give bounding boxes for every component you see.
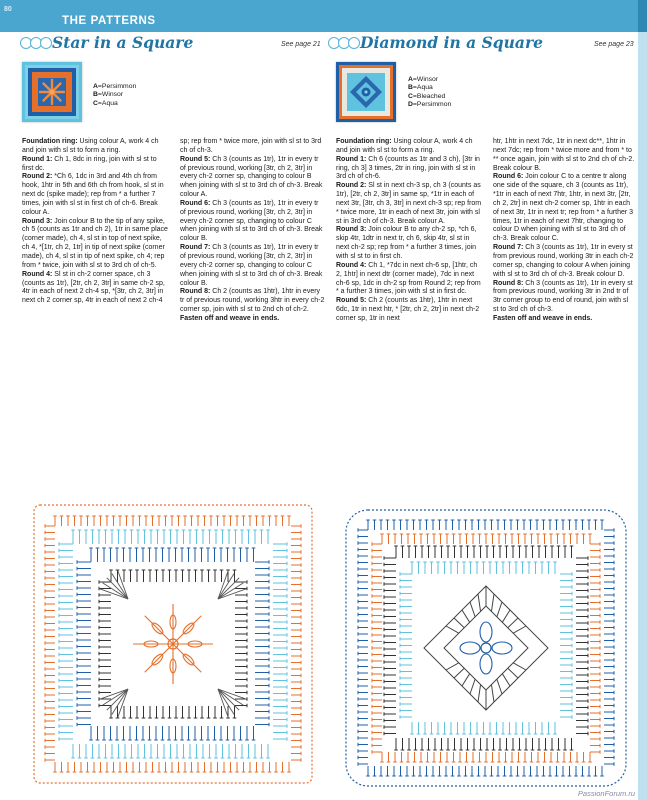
pattern-title: Star in a Square <box>52 33 194 52</box>
pattern-header-star <box>20 33 325 55</box>
round-label: Fasten off and weave in ends. <box>180 314 280 322</box>
round-text: Sl st in next ch-3 sp, ch 3 (counts as 1tr), [2tr, ch 2, 3tr] in same sp, *1tr in each of next 3tr, [3tr, ch 3, 3tr] in next ch-3 sp; rep from * twice more, 1tr in each of next 3tr, join with sl st in 3rd ch of ch-3. Break colour A. <box>336 182 482 225</box>
round-label: Round 6: <box>493 173 524 181</box>
instruction-paragraph <box>336 226 482 261</box>
round-text: Ch 3 (counts as 1tr), 1tr in every tr of previous round, working [3tr, ch 2, 3tr] in every ch-2 corner sp, changing to colour C when joining with sl st to 3rd ch of ch-3. Break colour B. <box>180 199 323 243</box>
center-petals <box>460 622 512 674</box>
pattern-title: Diamond in a Square <box>360 33 543 52</box>
round-label: Round 3: <box>336 226 367 234</box>
instruction-paragraph <box>180 200 326 244</box>
round-label: Round 8: <box>493 279 524 287</box>
round-text: Ch 1, *7dc in next ch-6 sp, [1htr, ch 2, 1htr] in next dtr (corner made), 7dc in next ch-6 sp, 1dc in ch-2 sp from Round 2; rep from * a further 3 times, join with sl st in first dc. <box>336 261 481 296</box>
round-text: Ch 3 (counts as 1tr), 1tr in every tr of previous round, working [3tr, ch 2, 3tr] in every ch-2 corner sp, changing to colour C when joining with sl st to 3rd ch of ch-3. Break colour B. <box>180 244 323 287</box>
instruction-paragraph <box>336 138 482 156</box>
round-text: Ch 3 (counts as 1tr), 1tr in every st from previous round, working 3tr in each ch-2 corner sp, changing to colour A when joining with sl st to 3rd ch of ch-3. Break colour D. <box>493 244 634 278</box>
round-label: Round 5: <box>336 297 367 305</box>
page-edge-strip <box>638 0 647 800</box>
star-square-swatch-image <box>22 62 82 122</box>
instruction-paragraph <box>493 173 635 244</box>
round-text: sp; rep from * twice more, join with sl st to 3rd ch of ch-3. <box>180 138 322 154</box>
page-number: 80 <box>4 6 12 13</box>
instruction-paragraph <box>22 271 168 306</box>
instruction-paragraph <box>336 297 482 324</box>
magic-ring <box>481 643 491 653</box>
instruction-paragraph <box>22 173 168 217</box>
legend-item: B=Aqua <box>408 84 433 92</box>
round-text: Join colour B to the tip of any spike, ch 5 (counts as 1tr and ch 2), 1tr in same place (corner made), ch 4, sl st in top of next spike, ch 4, *[1tr, ch 2, 1tr] in tip of next spike (corner made), ch 4, sl st in tip of next spike, ch 4; rep from * twice, join with sl st to 3rd ch of ch-5. <box>22 217 168 269</box>
instruction-paragraph <box>336 156 482 183</box>
corner-fan <box>218 689 246 717</box>
diamond-square-swatch-image <box>336 62 396 122</box>
round-text: Sl st in ch-2 corner space, ch 3 (counts as 1tr), [2tr, ch 2, 3tr] in same ch-2 sp, 4tr in each of next 2 ch-4 sp, *[3tr, ch 2, 3tr] in next ch 2 corner sp, 4tr in each of next 2 ch-4 <box>22 270 165 305</box>
instruction-paragraph <box>22 138 168 156</box>
chain-border <box>346 510 626 786</box>
instruction-paragraph <box>180 138 326 156</box>
round-label: Round 1: <box>336 155 367 163</box>
round-label: Round 6: <box>180 199 211 207</box>
stitch-ring <box>358 520 614 776</box>
diamond-square-crochet-chart <box>340 504 632 792</box>
legend-item: D=Persimmon <box>408 101 452 109</box>
instruction-paragraph <box>493 244 635 279</box>
instructions-column <box>180 138 326 324</box>
legend-item: B=Winsor <box>93 91 124 99</box>
instruction-paragraph <box>493 138 635 173</box>
round-label: Round 2: <box>22 173 53 181</box>
instruction-paragraph <box>336 182 482 226</box>
legend-item: A=Persimmon <box>93 83 137 90</box>
round-label: Round 3: <box>22 217 53 225</box>
legend-item: A=Winsor <box>408 76 439 83</box>
watermark: PassionForum.ru <box>577 789 635 798</box>
round-label: Foundation ring: <box>22 138 78 145</box>
round-label: Round 4: <box>22 270 53 278</box>
instruction-paragraph <box>22 218 168 271</box>
round-label: Foundation ring: <box>336 138 392 145</box>
section-title: THE PATTERNS <box>62 15 156 27</box>
pattern-header-diamond <box>328 33 633 55</box>
round-label: Round 7: <box>180 244 211 252</box>
round-text: Ch 1, 8dc in ring, join with sl st to first dc. <box>22 155 157 172</box>
round-text: Using colour A, work 4 ch and join with sl st to form a ring. <box>22 138 159 154</box>
diamond-motif <box>424 586 548 710</box>
color-legend <box>93 83 136 108</box>
instructions-column <box>22 138 168 306</box>
round-text: Ch 2 (counts as 1htr), 1htr in next 6dc, 1tr in next htr, * [2tr, ch 2, 2tr] in next ch-2 corner sp, 1tr in next <box>336 297 480 322</box>
see-page-link[interactable]: See page 23 <box>594 41 634 48</box>
instruction-paragraph <box>493 315 635 324</box>
round-label: Round 1: <box>22 155 53 163</box>
instruction-paragraph <box>180 156 326 200</box>
round-label: Fasten off and weave in ends. <box>493 314 593 322</box>
see-page-link[interactable]: See page 21 <box>281 41 321 48</box>
round-text: htr, 1htr in next 7dc, 1tr in next dc**, 1htr in next 7dc; rep from * twice more and from * to ** once again, join with sl st to 2nd ch of ch-2. Break colour B. <box>493 138 635 172</box>
round-text: Join colour C to a centre tr along one side of the square, ch 3 (counts as 1tr), *1tr in each of next 7htr, 1htr, in next 3tr, [2tr, ch 2, 2tr] in next ch-2 corner sp, 1htr in each of next 3tr, 1tr in next tr; rep from * a further 3 times, 1tr in each of next 7htr, changing to colour D when joining with sl st to 3rd ch of ch-3. Break colour C. <box>493 173 634 243</box>
round-text: Ch 6 (counts as 1tr and 3 ch), [3tr in ring, ch 3] 3 times, 2tr in ring, join with sl st in 3rd ch of ch-6. <box>336 155 480 181</box>
decor-circles-icon <box>20 37 54 49</box>
instructions-column <box>336 138 482 324</box>
star-spikes <box>133 604 213 684</box>
round-text: Using colour A, work 4 ch and join with sl st to form a ring. <box>336 138 473 154</box>
round-text: Ch 3 (counts as 1tr), 1tr in every st from previous round, working 3tr in 2nd tr of 3tr corner group to end of round, join with sl st to 3rd ch of ch-3. <box>493 279 633 314</box>
instruction-paragraph <box>180 288 326 315</box>
round-text: Join colour B to any ch-2 sp, *ch 6, skip 4tr, 1dtr in next tr, ch 6, skip 4tr, sl st in next ch-2 sp; rep from * a further 3 times, join with sl st to in first ch. <box>336 226 477 260</box>
round-label: Round 8: <box>180 288 211 296</box>
stitch-ring <box>384 546 588 750</box>
instruction-paragraph <box>493 280 635 315</box>
round-label: Round 4: <box>336 261 367 269</box>
instruction-paragraph <box>180 244 326 288</box>
round-label: Round 7: <box>493 244 524 252</box>
legend-item: C=Bleached <box>408 92 446 100</box>
instruction-paragraph <box>336 262 482 297</box>
header-bar <box>0 0 647 32</box>
color-legend <box>408 76 451 110</box>
stitch-ring <box>372 534 600 762</box>
legend-item: C=Aqua <box>93 99 118 107</box>
instructions-column <box>493 138 635 324</box>
round-text: *Ch 6, 1dc in 3rd and 4th ch from hook, 1htr in 5th and 6th ch from hook, sl st in next dc (spike made); rep from * a further 7 times, join with sl st in first ch of ch-6. Break colour A. <box>22 173 164 216</box>
round-label: Round 2: <box>336 182 367 190</box>
round-label: Round 5: <box>180 155 211 163</box>
round-text: Ch 3 (counts as 1tr), 1tr in every tr of previous round, working [3tr, ch 2, 3tr] in every ch-2 corner sp, changing to colour B when joining with sl st to 3rd ch of ch-3. Break colour A. <box>180 155 323 199</box>
instruction-paragraph <box>180 315 326 324</box>
decor-circles-icon <box>328 37 362 49</box>
instruction-paragraph <box>22 156 168 174</box>
round-text: Ch 2 (counts as 1htr), 1htr in every tr of previous round, working 3htr in every ch-2 corner sp, join with sl st to 2nd ch of ch-2. <box>180 288 325 314</box>
star-square-crochet-chart <box>28 497 318 790</box>
